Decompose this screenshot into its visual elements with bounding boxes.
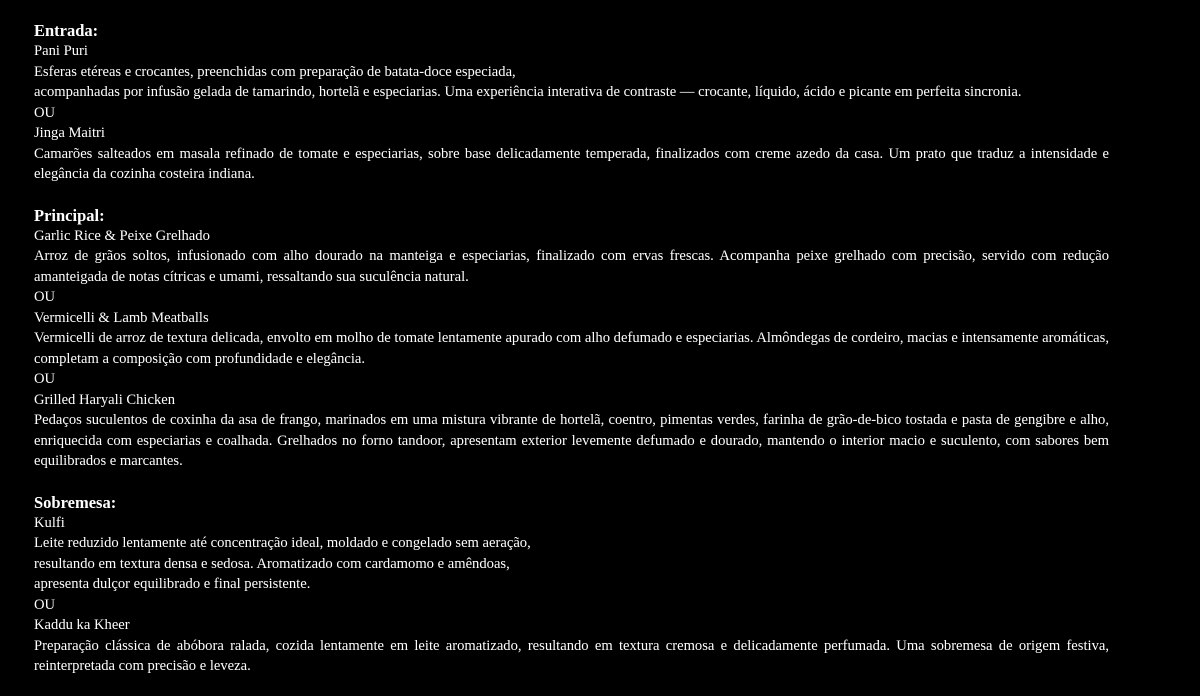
section-title: Entrada: bbox=[34, 21, 99, 40]
dish-description bbox=[34, 62, 1109, 103]
or-separator: OU bbox=[34, 371, 56, 387]
or-separator: OU bbox=[34, 104, 56, 121]
description-line: Leite reduzido lentamente até concentração ideal, moldado e congelado sem aeração, bbox=[34, 535, 531, 551]
dish-description: Camarões salteados em masala refinado de tomate e especiarias, sobre base delicadamente temperada, finalizados com creme azedo da casa. Um prato que traduz a intensidade e elegância da cozinha costeira indiana. bbox=[34, 145, 1109, 182]
dish-name: Pani Puri bbox=[34, 43, 88, 59]
description-line: resultando em textura densa e sedosa. Aromatizado com cardamomo e amêndoas, bbox=[34, 555, 510, 572]
dish-description: Arroz de grãos soltos, infusionado com alho dourado na manteiga e especiarias, finalizado com ervas frescas. Acompanha peixe grelhado com precisão, servido com redução amanteigada de notas cítricas e umami, ressaltando sua suculência natural. bbox=[34, 248, 1109, 285]
dish-name: Grilled Haryali Chicken bbox=[34, 391, 176, 408]
dish-name: Kulfi bbox=[34, 514, 65, 531]
dish-name: Kaddu ka Kheer bbox=[34, 617, 130, 633]
description-line: Esferas etéreas e crocantes, preenchidas com preparação de batata-doce especiada, bbox=[34, 63, 516, 80]
description-line: apresenta dulçor equilibrado e final persistente. bbox=[34, 576, 311, 592]
or-separator: OU bbox=[34, 596, 56, 613]
section-principal bbox=[34, 205, 1109, 472]
section-sobremesa bbox=[34, 492, 1109, 677]
description-line: acompanhadas por infusão gelada de tamarindo, hortelã e especiarias. Uma experiência interativa de contraste — crocante, líquido, ácido e picante em perfeita sincronia. bbox=[34, 84, 1022, 100]
dish-name: Jinga Maitri bbox=[34, 125, 105, 141]
section-entrada bbox=[34, 20, 1109, 185]
dish-description: Pedaços suculentos de coxinha da asa de frango, marinados em uma mistura vibrante de hortelã, coentro, pimentas verdes, farinha de grão-de-bico tostada e pasta de gengibre e alho, enriquecida com especiarias e coalhada. Grelhados no forno tandoor, apresentam exterior levemente defumado e dourado, mantendo o interior macio e suculento, com sabores bem equilibrados e marcantes. bbox=[34, 412, 1109, 469]
dish-description: Vermicelli de arroz de textura delicada, envolto em molho de tomate lentamente apurado com alho defumado e especiarias. Almôndegas de cordeiro, macias e intensamente aromáticas, completam a composição com profundidade e elegância. bbox=[34, 330, 1109, 367]
or-separator: OU bbox=[34, 289, 56, 305]
section-title: Principal: bbox=[34, 205, 105, 225]
dish-description bbox=[34, 533, 1109, 595]
dish-description: Preparação clássica de abóbora ralada, cozida lentamente em leite aromatizado, resultando em textura cremosa e delicadamente perfumada. Uma sobremesa de origem festiva, reinterpretada com precisão e leveza. bbox=[34, 637, 1109, 674]
section-title: Sobremesa: bbox=[34, 492, 117, 512]
menu-document bbox=[34, 20, 1109, 677]
dish-name: Vermicelli & Lamb Meatballs bbox=[34, 309, 209, 326]
dish-name: Garlic Rice & Peixe Grelhado bbox=[34, 227, 210, 244]
